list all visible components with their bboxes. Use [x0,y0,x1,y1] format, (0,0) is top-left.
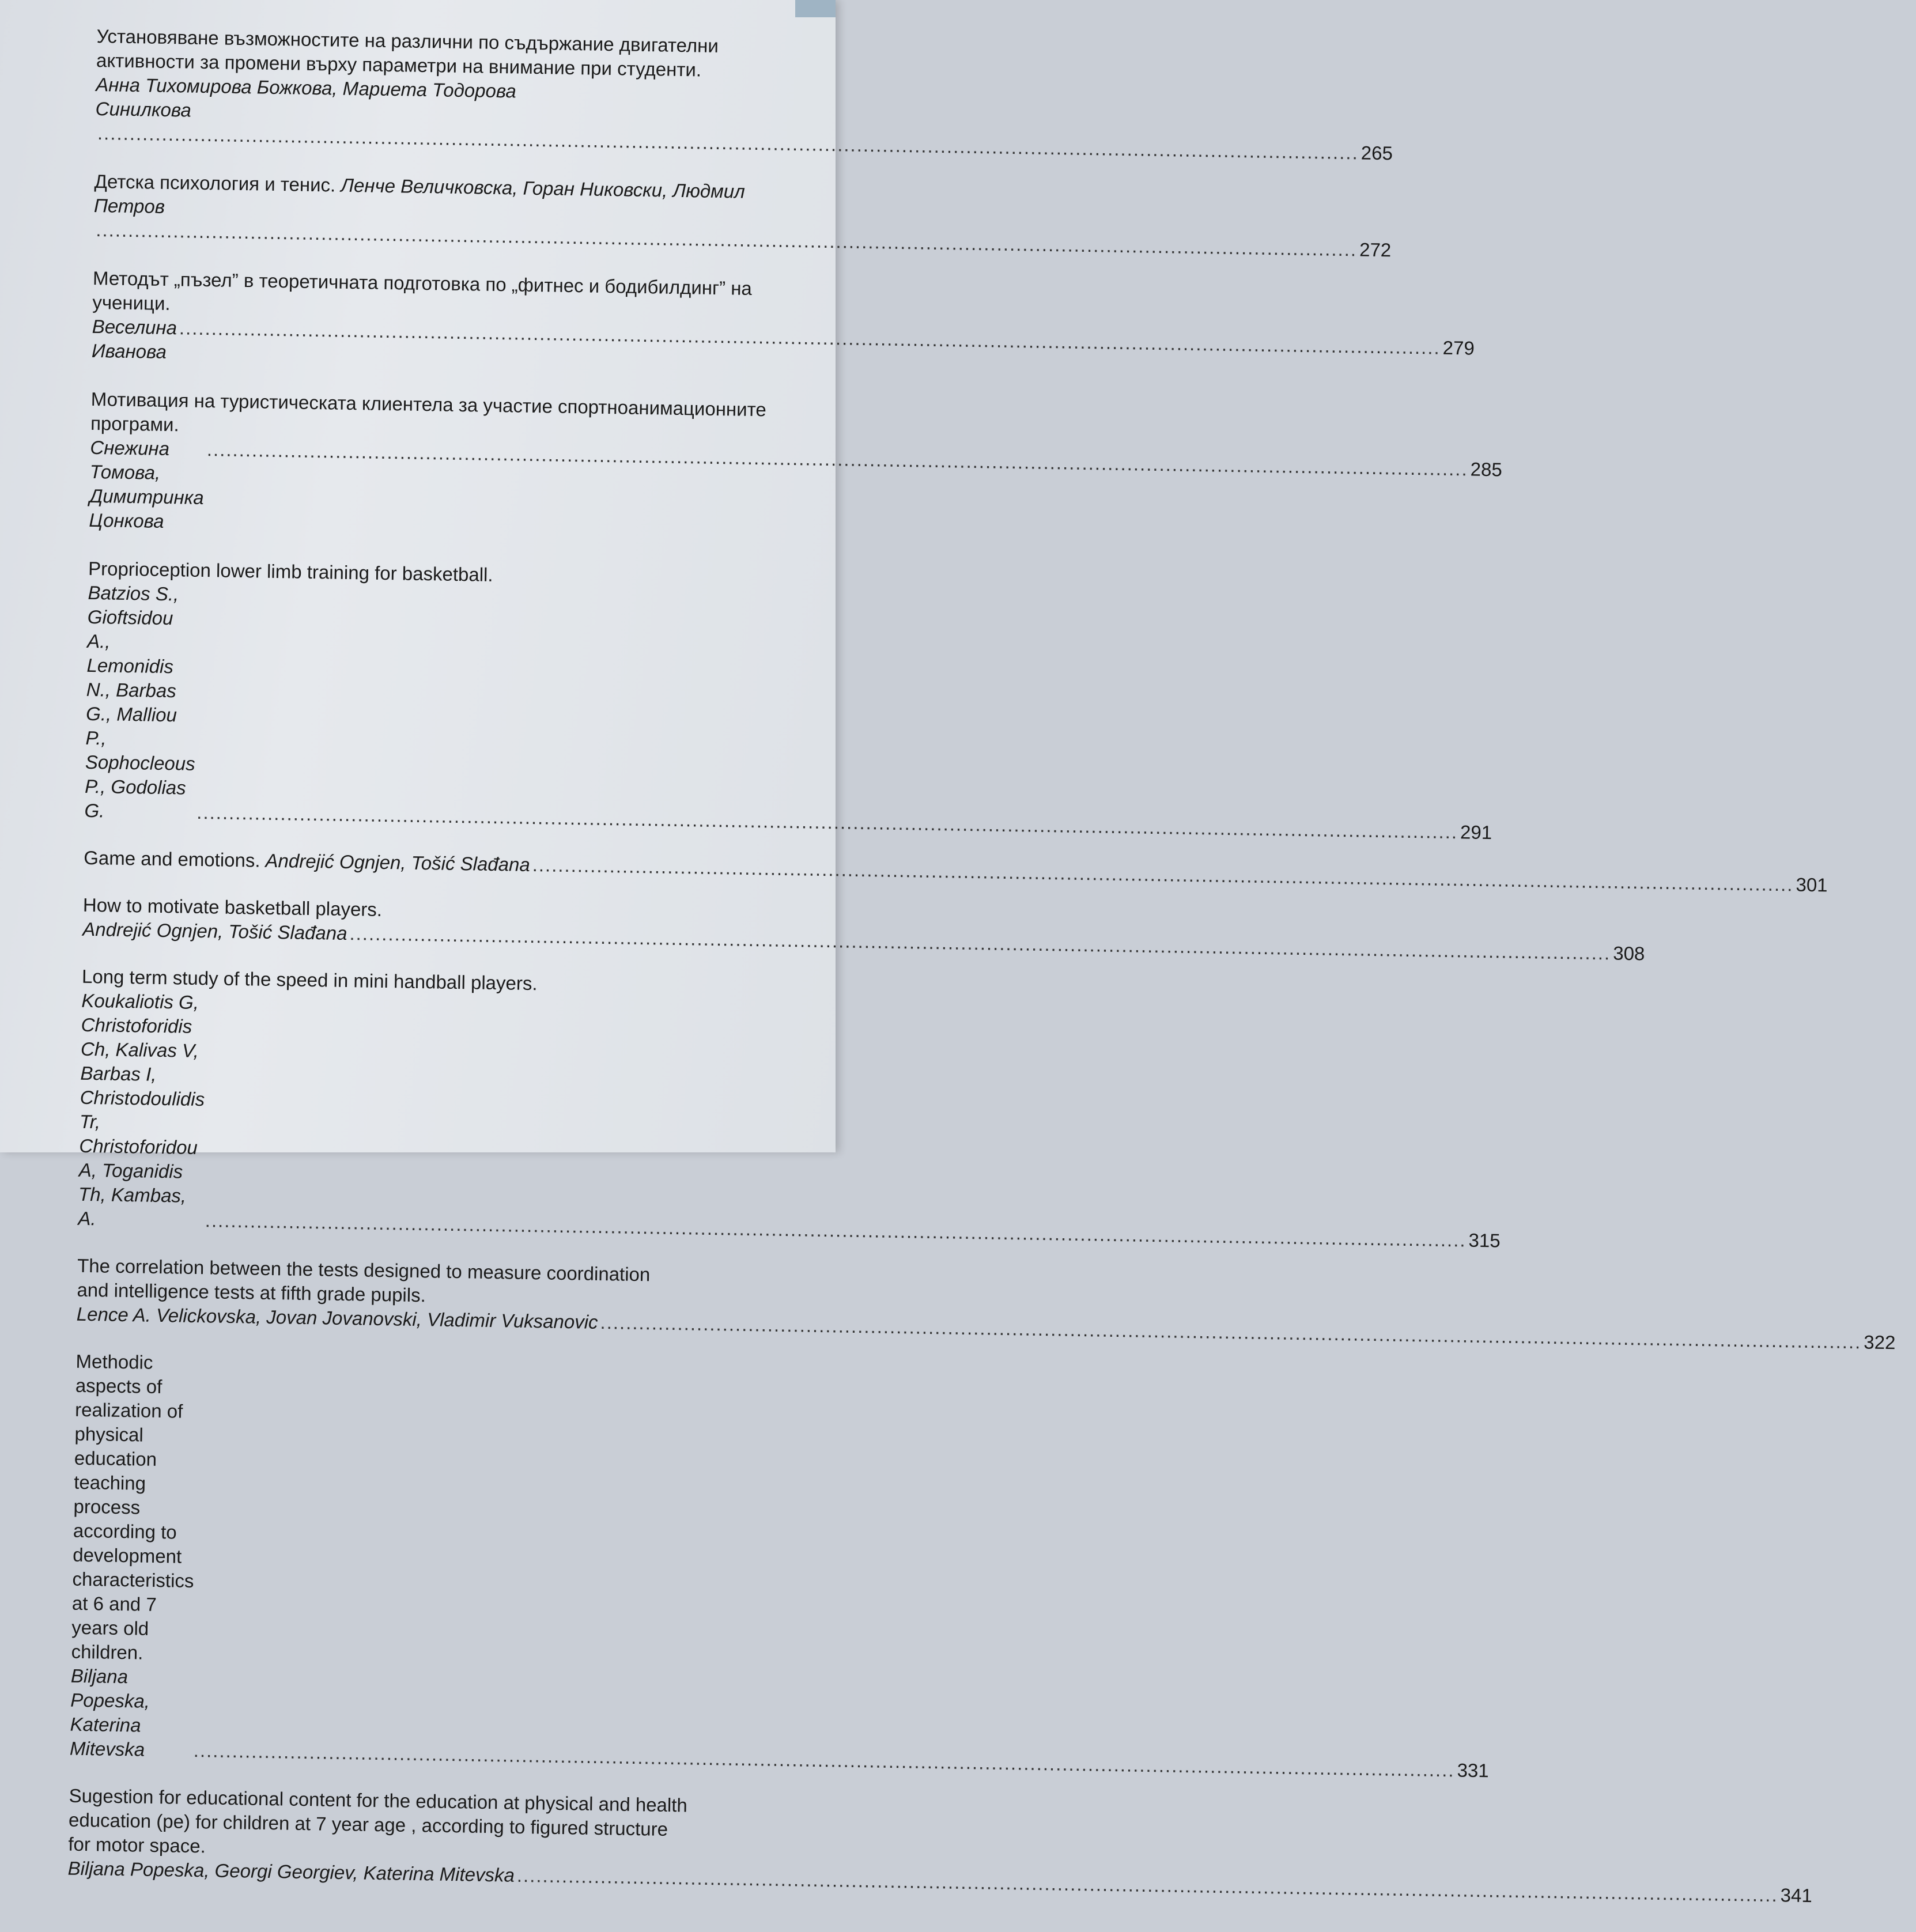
entry-title: How to motivate basketball players. [82,894,383,920]
entry-page-number: 285 [1470,458,1503,481]
entry-authors: Batzios S., Gioftsidou A., Lemonidis N., Barbas G., Malliou P., Sophocleous P., Godolias G. [84,581,195,822]
table-of-contents [67,24,1896,1914]
dot-leader: .................................................................................................................................................................................................... [179,317,1441,358]
entry-title: Детска психология и тенис. [94,170,336,196]
entry-title: Sugestion for educational content for the education at physical and health education (pe) for children at 7 year age , according to figured structure for motor space. [68,1784,688,1857]
entry-title: Long term study of the speed in mini handball players. [81,965,538,995]
entry-authors: Снежина Томова, Димитринка Цонкова [89,436,204,532]
dot-leader: .................................................................................................................................................................................................... [349,922,1611,964]
entry-page-number: 341 [1780,1884,1813,1907]
toc-entry [93,169,1392,261]
entry-page-number: 279 [1442,337,1475,359]
entry-title: Мотивация на туристическата клиентела за участие спортноанимационните програми. [90,388,767,436]
entry-page-number: 315 [1468,1229,1501,1252]
entry-page-number: 301 [1796,874,1828,896]
toc-entry [82,893,1645,965]
dot-leader: .................................................................................................................................................................................................... [96,219,1358,260]
toc-entry [95,24,1393,164]
dot-leader: .................................................................................................................................................................................................... [205,1209,1467,1251]
page-corner-edge [795,0,836,17]
entry-authors: Andrejić Ognjen, Tošić Slađana [265,849,531,875]
toc-entry [84,557,1492,844]
dot-leader: .................................................................................................................................................................................................... [206,438,1468,480]
toc-entry [78,965,1501,1252]
entry-authors: Koukaliotis G, Christoforidis Ch, Kalivas V, Barbas I, Christodoulidis Tr, Christoforidou A, Toganidis Th, Kambas, A. [78,989,205,1230]
entry-title: Proprioception lower limb training for basketball. [88,557,493,585]
entry-page-number: 331 [1457,1759,1489,1782]
entry-page-number: 308 [1612,942,1645,965]
entry-title: Методът „пъзел” в теоретичната подготовка по „фитнес и бодибилдинг” на ученици. [92,267,753,315]
entry-authors: Biljana Popeska, Katerina Mitevska [69,1665,150,1760]
entry-title: Game and emotions. [83,846,260,871]
entry-authors: Веселина Иванова [91,315,177,362]
entry-page-number: 272 [1359,239,1392,261]
toc-entry [91,266,1475,374]
entry-authors: Andrejić Ognjen, Tošić Slađana [82,918,347,944]
entry-title: The correlation between the tests designed to measure coordination and intelligence tests at fifth grade pupils. [77,1254,651,1306]
toc-entry [76,1254,1896,1353]
dot-leader: .................................................................................................................................................................................................... [193,1740,1455,1781]
entry-page-number: 291 [1460,821,1492,844]
toc-entry [69,1349,1489,1782]
dot-leader: .................................................................................................................................................................................................... [532,854,1794,895]
entry-authors: Biljana Popeska, Georgi Georgiev, Katerina Mitevska [67,1857,515,1886]
toc-entry [89,387,1503,543]
entry-title: Methodic aspects of realization of physical education teaching process according to development characteristics at 6 and 7 years old children. [71,1350,194,1663]
dot-leader: .................................................................................................................................................................................................... [97,122,1359,164]
dot-leader: .................................................................................................................................................................................................... [516,1864,1778,1906]
dot-leader: .................................................................................................................................................................................................... [196,801,1458,843]
entry-authors: Ленче Величковска, Горан Никовски, Людмил Петров [93,174,746,217]
entry-authors: Lence A. Velickovska, Jovan Jovanovski, Vladimir Vuksanovic [76,1303,598,1333]
toc-entry [83,846,1828,896]
entry-authors: Анна Тихомирова Божкова, Мариета Тодорова Синилкова [95,73,517,121]
entry-page-number: 322 [1864,1331,1896,1353]
dot-leader: .................................................................................................................................................................................................... [600,1311,1862,1353]
toc-entry [67,1784,1813,1907]
entry-title: Установяване възможностите на различни по съдържание двигателни активности за промени върху параметри на внимание при студенти. [96,25,719,81]
entry-page-number: 265 [1361,142,1393,164]
